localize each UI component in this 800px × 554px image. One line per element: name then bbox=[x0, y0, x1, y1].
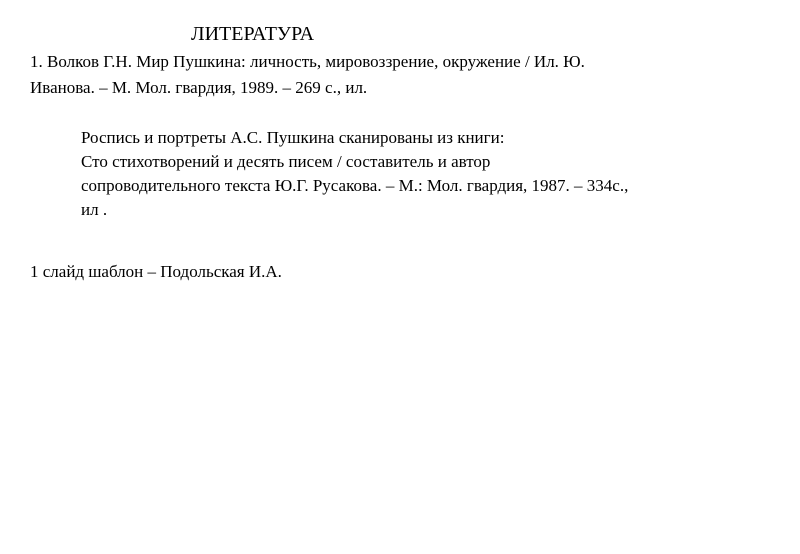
source-note-line: ил . bbox=[81, 200, 108, 219]
reference-line: 1. Волков Г.Н. Мир Пушкина: личность, мировоззрение, окружение / Ил. Ю. bbox=[30, 52, 585, 71]
template-credit: 1 слайд шаблон – Подольская И.А. bbox=[30, 262, 282, 281]
source-note-line: Роспись и портреты А.С. Пушкина сканированы из книги: bbox=[81, 128, 505, 147]
reference-item-1 bbox=[30, 49, 730, 101]
source-note-line: Сто стихотворений и десять писем / составитель и автор bbox=[81, 152, 491, 171]
page-title: ЛИТЕРАТУРА bbox=[191, 23, 315, 45]
reference-line: Иванова. – М. Мол. гвардия, 1989. – 269 с., ил. bbox=[30, 78, 368, 97]
source-note-line: сопроводительного текста Ю.Г. Русакова. – М.: Мол. гвардия, 1987. – 334с., bbox=[81, 176, 629, 195]
source-note bbox=[81, 126, 771, 222]
